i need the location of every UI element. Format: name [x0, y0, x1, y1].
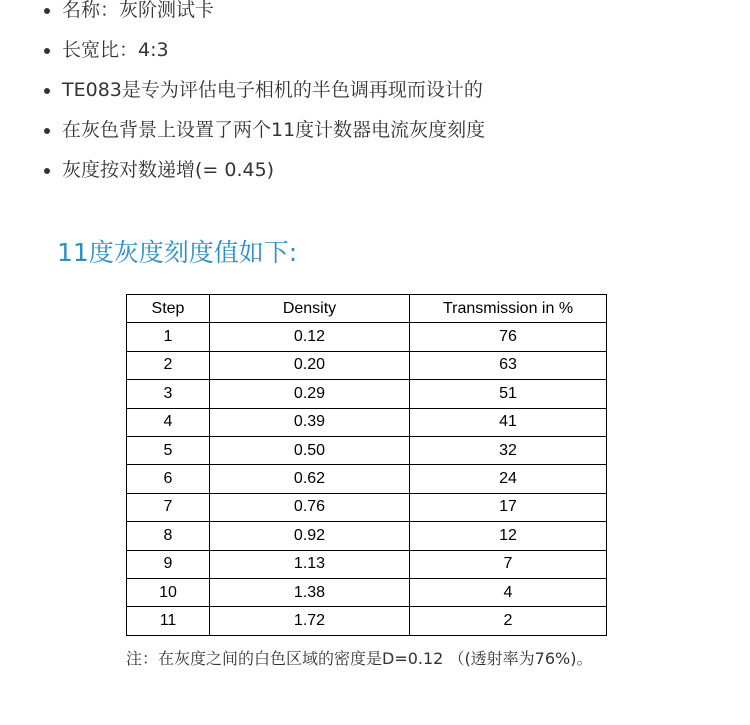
table-row [127, 436, 607, 464]
transmission-cell: 4 [410, 578, 607, 606]
density-cell: 1.72 [210, 607, 410, 635]
bullet-dot [44, 8, 50, 14]
transmission-cell: 41 [410, 408, 607, 436]
transmission-cell: 63 [410, 351, 607, 379]
spec-bullet-list [44, 0, 485, 190]
bullet-dot [44, 168, 50, 174]
density-cell: 0.20 [210, 351, 410, 379]
bullet-item [44, 150, 485, 190]
table-row [127, 323, 607, 351]
bullet-dot [44, 48, 50, 54]
bullet-item [44, 70, 485, 110]
bullet-dot [44, 128, 50, 134]
transmission-cell: 76 [410, 323, 607, 351]
step-cell: 1 [127, 323, 210, 351]
table-row [127, 380, 607, 408]
bullet-text: 长宽比：4:3 [62, 39, 169, 61]
density-cell: 1.13 [210, 550, 410, 578]
step-cell: 9 [127, 550, 210, 578]
density-cell: 0.12 [210, 323, 410, 351]
density-cell: 0.92 [210, 522, 410, 550]
density-cell: 1.38 [210, 578, 410, 606]
table-row [127, 550, 607, 578]
density-cell: 0.29 [210, 380, 410, 408]
step-cell: 6 [127, 465, 210, 493]
column-header-step: Step [127, 295, 210, 323]
bullet-item [44, 110, 485, 150]
table-row [127, 578, 607, 606]
transmission-cell: 51 [410, 380, 607, 408]
bullet-text: TE083是专为评估电子相机的半色调再现而设计的 [62, 79, 483, 101]
transmission-cell: 17 [410, 493, 607, 521]
step-cell: 7 [127, 493, 210, 521]
step-cell: 5 [127, 436, 210, 464]
step-cell: 8 [127, 522, 210, 550]
density-cell: 0.39 [210, 408, 410, 436]
table-row [127, 351, 607, 379]
step-cell: 11 [127, 607, 210, 635]
transmission-cell: 7 [410, 550, 607, 578]
bullet-item [44, 0, 485, 30]
density-cell: 0.76 [210, 493, 410, 521]
bullet-text: 在灰色背景上设置了两个11度计数器电流灰度刻度 [62, 119, 486, 141]
transmission-cell: 2 [410, 607, 607, 635]
table-row [127, 465, 607, 493]
density-cell: 0.62 [210, 465, 410, 493]
transmission-cell: 12 [410, 522, 607, 550]
density-cell: 0.50 [210, 436, 410, 464]
bullet-item [44, 30, 485, 70]
step-cell: 4 [127, 408, 210, 436]
table-row [127, 607, 607, 635]
table-row [127, 493, 607, 521]
section-title: 11度灰度刻度值如下: [57, 238, 298, 267]
bullet-text: 灰度按对数递增(= 0.45) [62, 159, 275, 181]
column-header-transmission: Transmission in % [410, 295, 607, 323]
table-header-row [127, 295, 607, 323]
table-row [127, 408, 607, 436]
step-cell: 3 [127, 380, 210, 408]
column-header-density: Density [210, 295, 410, 323]
transmission-cell: 32 [410, 436, 607, 464]
step-cell: 2 [127, 351, 210, 379]
bullet-text: 名称：灰阶测试卡 [62, 0, 215, 21]
footnote: 注：在灰度之间的白色区域的密度是D=0.12 （(透射率为76%)。 [126, 649, 593, 668]
step-cell: 10 [127, 578, 210, 606]
gray-scale-table [126, 294, 607, 636]
bullet-dot [44, 88, 50, 94]
table-row [127, 522, 607, 550]
transmission-cell: 24 [410, 465, 607, 493]
